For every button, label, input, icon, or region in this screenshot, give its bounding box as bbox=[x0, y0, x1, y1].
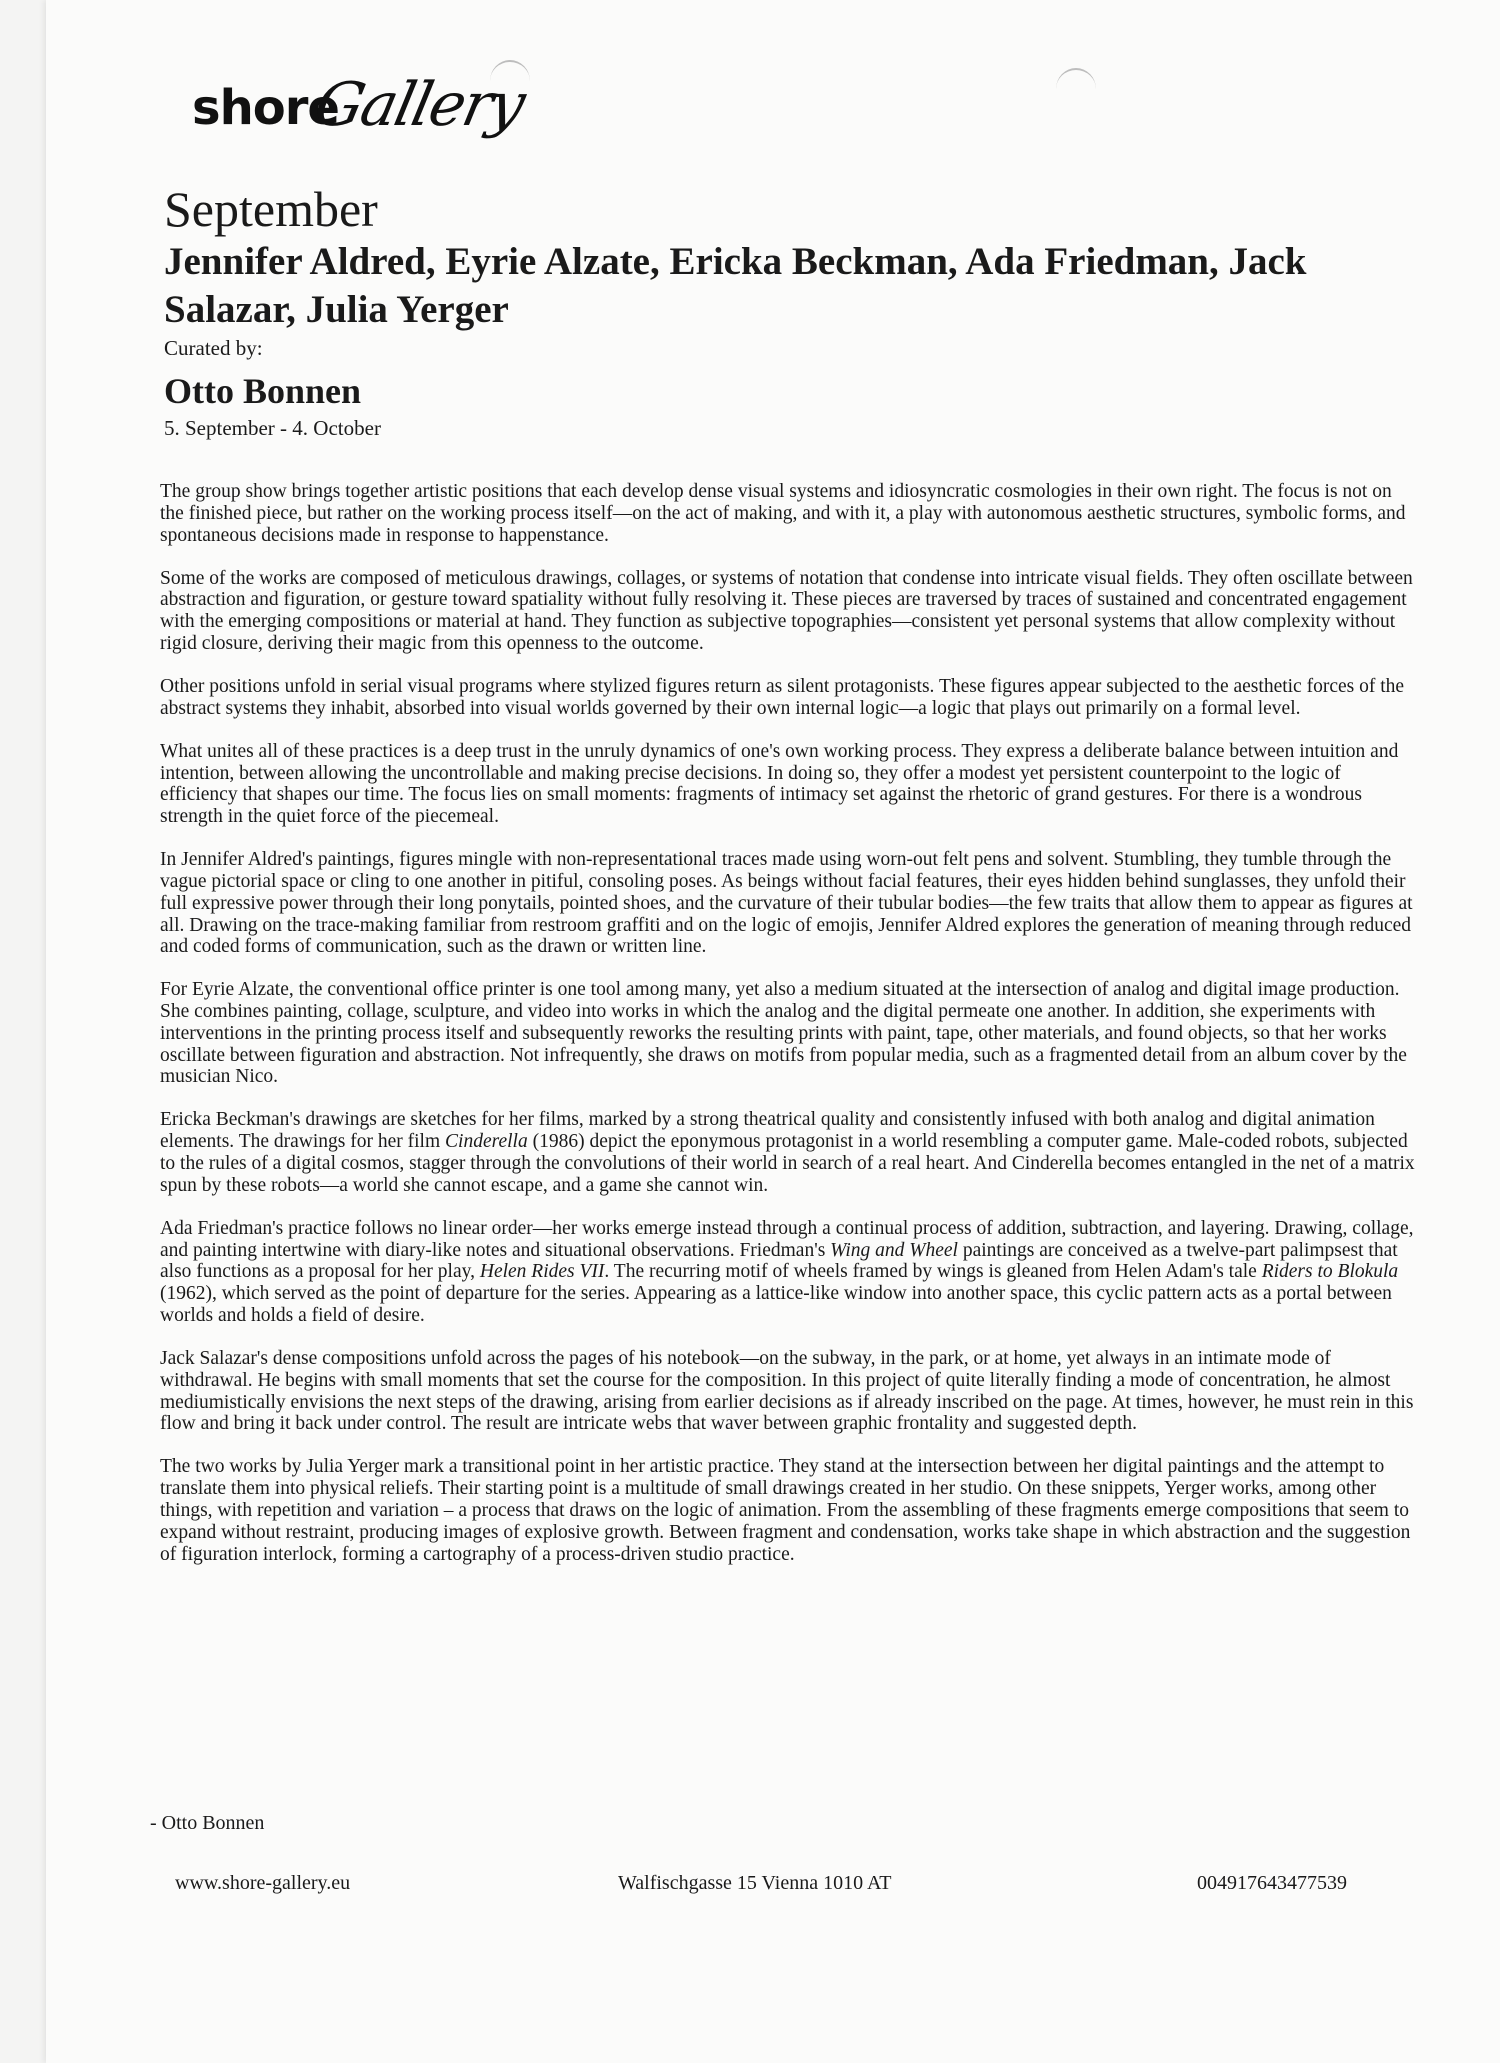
paragraph-intro: The group show brings together artistic positions that each develop dense visual systems and idiosyncratic cosmologies in their own right. The focus is not on the finished piece, but rather on the working process itself—on the act of making, and with it, a play with autonomous aesthetic structures, symbolic forms, and spontaneous decisions made in response to happenstance. bbox=[160, 481, 1406, 546]
friedman-work-title: Wing and Wheel bbox=[830, 1239, 958, 1261]
footer-address: Walfischgasse 15 Vienna 1010 AT bbox=[618, 1872, 892, 1894]
friedman-text-b: paintings are conceived as a twelve-part palimpsest that also functions as a proposal for her play, bbox=[160, 1239, 1398, 1283]
paragraph-salazar: Jack Salazar's dense compositions unfold across the pages of his notebook—on the subway, in the park, or at home, yet always in an intimate mode of withdrawal. He begins with small moments that set the course for the composition. In this project of quite literally finding a mode of concentration, he almost mediumistically envisions the next steps of the drawing, arising from earlier decisions as if already inscribed on the page. At times, however, he must rein in this flow and bring it back under control. The result are intricate webs that waver between graphic frontality and suggested depth. bbox=[160, 1348, 1414, 1435]
paragraph-beckman bbox=[160, 1109, 1416, 1196]
friedman-text-c: . The recurring motif of wheels framed by wings is gleaned from Helen Adam's tale bbox=[604, 1261, 1262, 1283]
curator-name: Otto Bonnen bbox=[164, 371, 362, 411]
friedman-text-d: (1962), which served as the point of departure for the series. Appearing as a lattice-like window into another space, this cyclic pattern acts as a portal between worlds and holds a field of desire. bbox=[160, 1283, 1392, 1327]
author-signoff: - Otto Bonnen bbox=[150, 1812, 265, 1834]
paragraph-alzate: For Eyrie Alzate, the conventional office printer is one tool among many, yet also a medium situated at the intersection of analog and digital image production. She combines painting, collage, sculpture, and video into works in which the analog and the digital permeate one another. In addition, she experiments with interventions in the printing process itself and subsequently reworks the resulting prints with paint, tape, other materials, and found objects, so that her works oscillate between figuration and abstraction. Not infrequently, she draws on motifs from popular media, such as a fragmented detail from an album cover by the musician Nico. bbox=[160, 979, 1407, 1088]
exhibition-month: September bbox=[164, 181, 378, 237]
beckman-text-b: (1986) depict the eponymous protagonist in a world resembling a computer game. Male-coded robots, subjected to the rules of a digital cosmos, stagger through the convolutions of their world in search of a real heart. And Cinderella becomes entangled in the net of a matrix spun by these robots—a world she cannot escape, and a game she cannot win. bbox=[160, 1131, 1415, 1196]
footer-website[interactable]: www.shore-gallery.eu bbox=[175, 1872, 351, 1894]
exhibition-dates: 5. September - 4. October bbox=[164, 416, 381, 440]
artist-list: Jennifer Aldred, Eyrie Alzate, Ericka Beckman, Ada Friedman, Jack Salazar, Julia Yerger bbox=[164, 240, 1307, 331]
paragraph-yerger: The two works by Julia Yerger mark a transitional point in her artistic practice. They stand at the intersection between her digital paintings and the attempt to translate them into physical reliefs. Their starting point is a multitude of small drawings created in her studio. On these snippets, Yerger works, among other things, with repetition and variation – a process that draws on the logic of animation. From the assembling of these fragments emerge compositions that seem to expand without restraint, producing images of explosive growth. Between fragment and condensation, works take shape in which abstraction and the suggestion of figuration interlock, forming a cartography of a process-driven studio practice. bbox=[160, 1456, 1411, 1565]
friedman-tale-title: Riders to Blokula bbox=[1261, 1261, 1399, 1283]
paragraph-aldred: In Jennifer Aldred's paintings, figures mingle with non-representational traces made using worn-out felt pens and solvent. Stumbling, they tumble through the vague pictorial space or cling to one another in pitiful, consoling poses. As beings without facial features, their eyes hidden behind sunglasses, they unfold their full expressive power through their long ponytails, pointed shoes, and the curvature of their tubular bodies—the few traits that allow them to appear as figures at all. Drawing on the trace-making familiar from restroom graffiti and on the logic of emojis, Jennifer Aldred explores the generation of meaning through reduced and coded forms of communication, such as the drawn or written line. bbox=[160, 849, 1413, 958]
paragraph-works: Some of the works are composed of meticulous drawings, collages, or systems of notation that condense into intricate visual fields. They often oscillate between abstraction and figuration, or gesture toward spatiality without fully resolving it. These pieces are traversed by traces of sustained and concentrated engagement with the emerging compositions or material at hand. They function as subjective topographies—consistent yet personal systems that allow complexity without rigid closure, deriving their magic from this openness to the outcome. bbox=[160, 567, 1413, 654]
logo-wordmark: shore bbox=[192, 80, 339, 136]
friedman-text-a: Ada Friedman's practice follows no linear order—her works emerge instead through a continual process of addition, subtraction, and layering. Drawing, collage, and painting intertwine with diary-like notes and situational observations. Friedman's bbox=[160, 1217, 1414, 1261]
beckman-film-title: Cinderella bbox=[445, 1131, 528, 1153]
friedman-play-title: Helen Rides VII bbox=[479, 1261, 605, 1283]
paragraph-serial: Other positions unfold in serial visual programs where stylized figures return as silent protagonists. These figures appear subjected to the aesthetic forces of the abstract systems they inhabit, absorbed into visual worlds governed by their own internal logic—a logic that plays out primarily on a formal level. bbox=[160, 675, 1405, 719]
beckman-text-a: Ericka Beckman's drawings are sketches for her films, marked by a strong theatrical quality and consistently infused with both analog and digital animation elements. The drawings for her film bbox=[160, 1109, 1375, 1153]
curated-label: Curated by: bbox=[164, 336, 263, 360]
footer-phone[interactable]: 004917643477539 bbox=[1197, 1872, 1347, 1894]
punch-mark-right bbox=[1056, 68, 1096, 110]
gallery-logo bbox=[192, 70, 532, 170]
logo-script: Gallery bbox=[308, 70, 530, 140]
paragraph-unites: What unites all of these practices is a deep trust in the unruly dynamics of one's own working process. They express a deliberate balance between intuition and intention, between allowing the uncontrollable and making precise decisions. In doing so, they offer a modest yet persistent counterpoint to the logic of efficiency that shapes our time. The focus lies on small moments: fragments of intimacy set against the rhetoric of grand gestures. For there is a wondrous strength in the quiet force of the piecemeal. bbox=[160, 740, 1399, 828]
press-text bbox=[160, 481, 1416, 1587]
paragraph-friedman bbox=[160, 1218, 1416, 1327]
